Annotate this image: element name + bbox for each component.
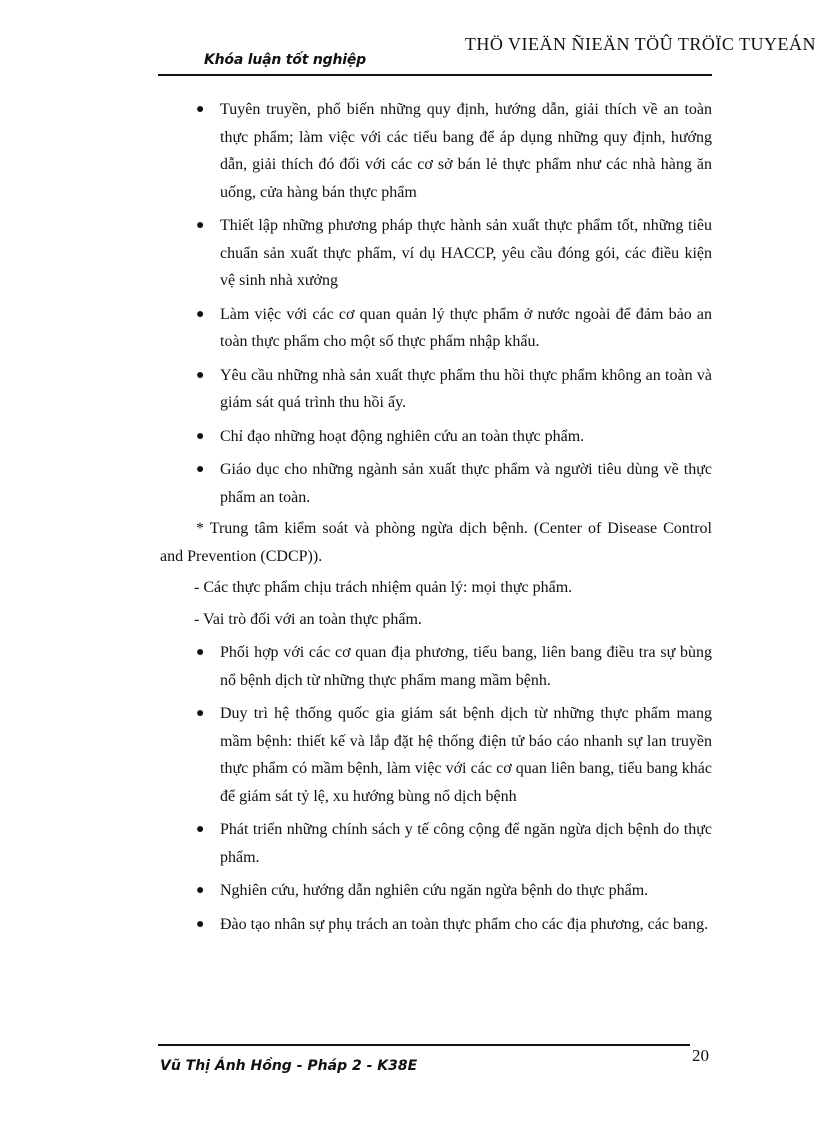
bullet-dot-icon: ● — [196, 306, 205, 322]
bullet-text: Phối hợp với các cơ quan địa phương, tiểu bang, liên bang điều tra sự bùng nổ bệnh dịch từ những thực phẩm mang mầm bệnh. — [220, 644, 712, 689]
bullet-dot-icon: ● — [196, 706, 205, 721]
bullet-item — [160, 96, 712, 206]
bullet-item — [160, 639, 712, 694]
bullet-item — [160, 911, 712, 939]
bullet-text: Tuyên truyền, phổ biến những quy định, hướng dẫn, giải thích về an toàn thực phẩm; làm việc với các tiểu bang để áp dụng những quy định, hướng dẫn, giải thích đó đối với các cơ sở bán lẻ thực phẩm như các nhà hàng ăn uống, cửa hàng bán thực phẩm — [220, 101, 712, 201]
bullet-item — [160, 362, 712, 417]
bullet-text: Phát triển những chính sách y tế công cộng để ngăn ngừa dịch bệnh do thực phẩm. — [220, 821, 712, 866]
bullet-dot-icon: ● — [196, 883, 205, 898]
bullet-item — [160, 423, 712, 451]
footer-rule — [158, 1044, 690, 1046]
bullet-text: Đào tạo nhân sự phụ trách an toàn thực phẩm cho các địa phương, các bang. — [220, 915, 709, 933]
bullet-text: Làm việc với các cơ quan quản lý thực phẩm ở nước ngoài để đảm bảo an toàn thực phẩm cho một số thực phẩm nhập khẩu. — [220, 305, 712, 350]
dash-paragraph: - Các thực phẩm chịu trách nhiệm quản lý: mọi thực phẩm. — [194, 579, 573, 596]
bullet-item — [160, 212, 712, 295]
footer-author: Vũ Thị Ánh Hồng - Pháp 2 - K38E — [160, 1058, 418, 1074]
bullet-dot-icon: ● — [196, 645, 205, 660]
bullet-item — [160, 700, 712, 810]
bullet-dot-icon: ● — [196, 822, 205, 837]
bullet-dot-icon: ● — [196, 367, 205, 383]
bullet-text: Chỉ đạo những hoạt động nghiên cứu an toàn thực phẩm. — [220, 427, 585, 445]
bullet-dot-icon: ● — [196, 218, 205, 233]
bullet-item — [160, 877, 712, 905]
dash-paragraph: - Vai trò đối với an toàn thực phẩm. — [194, 610, 422, 628]
bullet-dot-icon: ● — [196, 428, 205, 444]
bullet-dot-icon: ● — [196, 916, 205, 932]
bullet-item — [160, 456, 712, 511]
document-body — [160, 90, 712, 938]
bullet-text: Giáo dục cho những ngành sản xuất thực phẩm và người tiêu dùng về thực phẩm an toàn. — [220, 461, 712, 506]
bullet-text: Nghiên cứu, hướng dẫn nghiên cứu ngăn ngừa bệnh do thực phẩm. — [220, 882, 649, 899]
bullet-dot-icon: ● — [196, 462, 205, 477]
bullet-dot-icon: ● — [196, 102, 205, 117]
header-right-title: THÖ VIEÄN ÑIEÄN TÖÛ TRÖÏC TUYEÁN — [464, 34, 816, 54]
bullet-text: Yêu cầu những nhà sản xuất thực phẩm thu hồi thực phẩm không an toàn và giám sát quá trình thu hồi ấy. — [220, 366, 712, 411]
bullet-item — [160, 816, 712, 871]
page-number: 20 — [692, 1046, 709, 1065]
bullet-item — [160, 301, 712, 356]
bullet-text: Thiết lập những phương pháp thực hành sản xuất thực phẩm tốt, những tiêu chuẩn sản xuất thực phẩm, ví dụ HACCP, yêu cầu đóng gói, các điều kiện vệ sinh nhà xưởng — [220, 217, 712, 289]
section-paragraph: * Trung tâm kiểm soát và phòng ngừa dịch bệnh. (Center of Disease Control and Prevention (CDCP)). — [160, 520, 712, 565]
header-left-title: Khóa luận tốt nghiệp — [204, 52, 366, 68]
bullet-text: Duy trì hệ thống quốc gia giám sát bệnh dịch từ những thực phẩm mang mầm bệnh: thiết kế và lắp đặt hệ thống điện tử báo cáo nhanh sự lan truyền thực phẩm có mầm bệnh, làm việc với các cơ quan liên bang, tiểu bang khác để giám sát tỷ lệ, xu hướng bùng nổ dịch bệnh — [220, 705, 712, 805]
header-rule — [158, 74, 712, 76]
